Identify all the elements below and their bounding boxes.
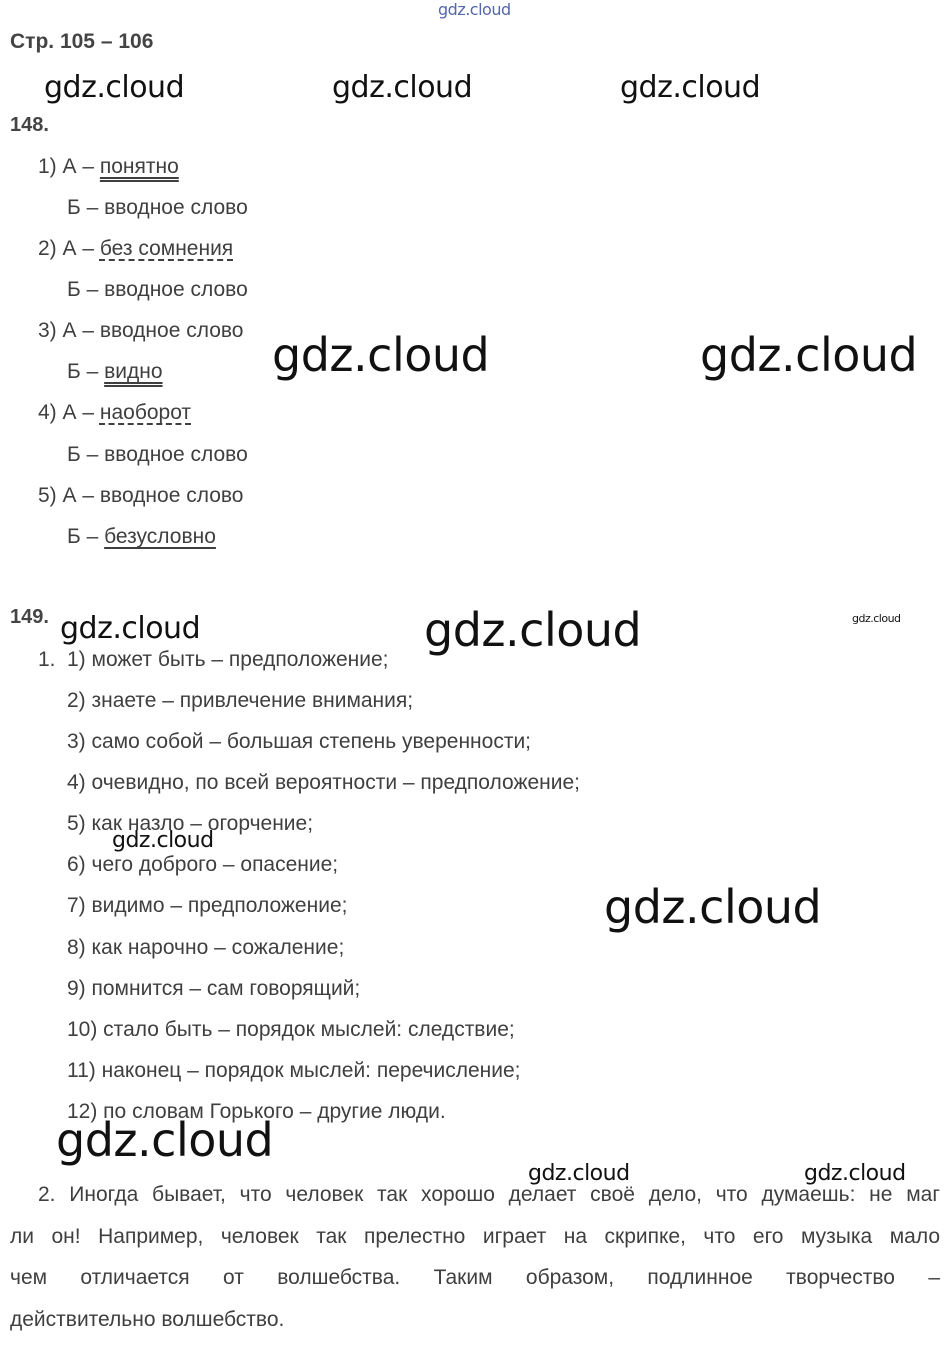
- item-text: вводное слово: [99, 319, 244, 342]
- item-prefix: 5) А –: [38, 484, 100, 507]
- task-148-item: [38, 483, 243, 509]
- part1-item: 10) стало быть – порядок мыслей: следствие;: [67, 1018, 515, 1041]
- task-148-item: [67, 442, 248, 468]
- part1-item: 11) наконец – порядок мыслей: перечисление;: [67, 1059, 521, 1082]
- part1-item: 9) помнится – сам говорящий;: [67, 977, 361, 1000]
- part1-item: 8) как нарочно – сожаление;: [67, 936, 345, 959]
- watermark: gdz.cloud: [700, 328, 918, 382]
- part1-item: 2) знаете – привлечение внимания;: [67, 689, 414, 712]
- part1-item: 3) само собой – большая степень уверенности;: [67, 730, 532, 753]
- item-text: вводное слово: [104, 443, 248, 466]
- item-text: вводное слово: [104, 196, 248, 219]
- top-watermark: gdz.cloud: [438, 0, 511, 19]
- underlined-word: видно: [104, 360, 163, 383]
- part1-item: 4) очевидно, по всей вероятности – предположение;: [67, 771, 581, 794]
- part1-item: 1) может быть – предположение;: [67, 648, 389, 671]
- part1-label: 1.: [38, 648, 56, 671]
- watermark: gdz.cloud: [852, 612, 901, 625]
- item-prefix: Б –: [67, 525, 105, 548]
- item-text: вводное слово: [99, 484, 244, 507]
- watermark: gdz.cloud: [620, 70, 761, 105]
- paragraph-line: чем отличается от волшебства. Таким образом, подлинное творчество –: [10, 1266, 940, 1289]
- item-prefix: Б –: [67, 196, 105, 219]
- watermark: gdz.cloud: [604, 880, 822, 934]
- item-prefix: Б –: [67, 360, 105, 383]
- part1-item: 7) видимо – предположение;: [67, 894, 348, 917]
- underlined-word: безусловно: [104, 525, 216, 548]
- paragraph-line: 2. Иногда бывает, что человек так хорошо делает своё дело, что думаешь: не маг: [38, 1183, 940, 1206]
- watermark: gdz.cloud: [424, 603, 642, 657]
- item-prefix: 4) А –: [38, 401, 100, 424]
- paragraph-line: действительно волшебство.: [10, 1307, 285, 1331]
- task-148-item: [67, 277, 248, 303]
- task-148-item: [38, 400, 191, 426]
- underlined-word: наоборот: [99, 401, 192, 424]
- task-148-item: [38, 154, 179, 180]
- item-prefix: 3) А –: [38, 319, 100, 342]
- underlined-word: без сомнения: [99, 237, 234, 260]
- task-148-item: [67, 195, 248, 221]
- task-149-number: 149.: [10, 606, 49, 628]
- watermark: gdz.cloud: [332, 70, 473, 105]
- item-prefix: 1) А –: [38, 155, 100, 178]
- task-148-item: [67, 359, 163, 385]
- underlined-word: понятно: [99, 155, 179, 178]
- page-header: Стр. 105 – 106: [10, 30, 154, 53]
- item-prefix: Б –: [67, 443, 105, 466]
- watermark: gdz.cloud: [56, 1113, 274, 1167]
- watermark: gdz.cloud: [60, 611, 201, 646]
- watermark: gdz.cloud: [804, 1161, 906, 1186]
- watermark: gdz.cloud: [112, 828, 214, 853]
- part1-item: 6) чего доброго – опасение;: [67, 853, 339, 876]
- task-148-item: [67, 524, 216, 550]
- part1-item: 5) как назло – огорчение;: [67, 812, 314, 835]
- item-prefix: 2) А –: [38, 237, 100, 260]
- task-148-item: [38, 318, 243, 344]
- task-148-item: [38, 236, 233, 262]
- item-prefix: Б –: [67, 278, 105, 301]
- watermark: gdz.cloud: [44, 70, 185, 105]
- item-text: вводное слово: [104, 278, 248, 301]
- watermark: gdz.cloud: [272, 328, 490, 382]
- watermark: gdz.cloud: [528, 1161, 630, 1186]
- part1-item: 12) по словам Горького – другие люди.: [67, 1100, 446, 1123]
- part2-paragraph: [10, 1174, 940, 1340]
- task-148-number: 148.: [10, 114, 49, 136]
- paragraph-line: ли он! Например, человек так прелестно играет на скрипке, что его музыка мало: [10, 1224, 940, 1248]
